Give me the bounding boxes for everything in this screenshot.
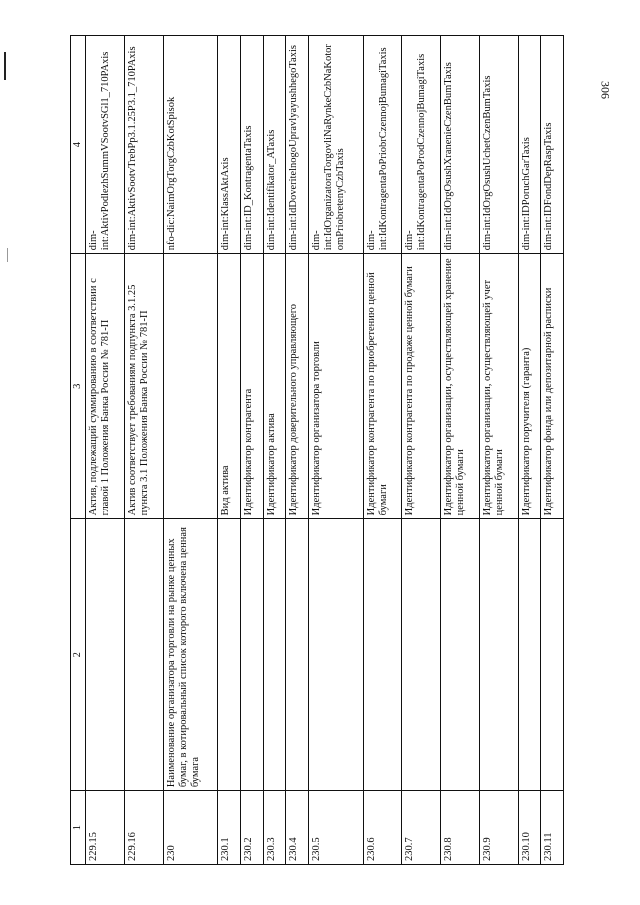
dimension-code-cell: dim-int:IDFondDepRaspTaxis: [541, 36, 564, 254]
dimension-code-cell: dim-int:IdKontragentaPoPriobrCzennojBumagiTaxis: [363, 36, 402, 254]
table-row: [363, 36, 402, 865]
dimension-code-cell: dim-int:AktivSootvTrebPp3.1.25P3.1_710PAxis: [124, 36, 163, 254]
indicator-name-cell: [441, 519, 480, 791]
description-cell: Идентификатор контрагента: [240, 254, 263, 519]
indicator-name-cell: [263, 519, 286, 791]
description-cell: Идентификатор актива: [263, 254, 286, 519]
page-number-text: 306: [598, 81, 613, 99]
table-row: [402, 36, 441, 865]
table-row: [163, 36, 218, 865]
header-cell-3: 3: [71, 254, 86, 519]
table-row: [441, 36, 480, 865]
description-cell: Актив соответствует требованиям подпункта 3.1.25 пункта 3.1 Положения Банка России № 781-П: [124, 254, 163, 519]
header-row: [71, 36, 86, 865]
table-row: [263, 36, 286, 865]
indicator-name-cell: [402, 519, 441, 791]
row-number-cell: 230.1: [218, 791, 241, 865]
description-cell: Идентификатор доверительного управляющего: [286, 254, 309, 519]
table-row: [124, 36, 163, 865]
description-cell: Идентификатор фонда или депозитарной расписки: [541, 254, 564, 519]
indicator-name-cell: [541, 519, 564, 791]
dimension-code-cell: nfo-dic:NaimOrgTorgCzbKotSpisok: [163, 36, 218, 254]
dimension-code-cell: dim-int:IdOrganizatoraTorgovliNaRynkeCzbNaKotoromPriobretenyCzbTaxis: [308, 36, 363, 254]
dimension-code-cell: dim-int:IDPoruchGarTaxis: [518, 36, 541, 254]
table-row: [240, 36, 263, 865]
rotated-table-wrapper: [70, 35, 564, 865]
scan-mark-top: [4, 52, 6, 80]
indicator-name-cell: [240, 519, 263, 791]
codes-table: [70, 35, 564, 865]
table-row: [286, 36, 309, 865]
row-number-cell: 230.9: [479, 791, 518, 865]
table-row: [541, 36, 564, 865]
row-number-cell: 230.10: [518, 791, 541, 865]
row-number-cell: 230.11: [541, 791, 564, 865]
dimension-code-cell: dim-int:IdDoveritelnogoUpravlyayushhegoTaxis: [286, 36, 309, 254]
table-row: [218, 36, 241, 865]
table-row: [308, 36, 363, 865]
header-cell-4: 4: [71, 36, 86, 254]
table-row: [518, 36, 541, 865]
header-cell-1: 1: [71, 791, 86, 865]
dimension-code-cell: dim-int:IdKontragentaPoProdCzennojBumagiTaxis: [402, 36, 441, 254]
indicator-name-cell: [363, 519, 402, 791]
description-cell: Идентификатор контрагента по продаже ценной бумаги: [402, 254, 441, 519]
row-number-cell: 230.7: [402, 791, 441, 865]
indicator-name-cell: [218, 519, 241, 791]
header-cell-2: 2: [71, 519, 86, 791]
dimension-code-cell: dim-int:IdOrgOsushUchetCzenBumTaxis: [479, 36, 518, 254]
indicator-name-cell: [308, 519, 363, 791]
indicator-name-cell: Наименование организатора торговли на рынке ценных бумаг, в котировальный список которого включена ценная бумага: [163, 519, 218, 791]
scan-mark-middle: [7, 248, 8, 262]
table-body: [86, 36, 564, 865]
description-cell: Идентификатор организации, осуществляющей хранение ценной бумаги: [441, 254, 480, 519]
row-number-cell: 230.8: [441, 791, 480, 865]
description-cell: Идентификатор организатора торговли: [308, 254, 363, 519]
indicator-name-cell: [518, 519, 541, 791]
row-number-cell: 230.2: [240, 791, 263, 865]
description-cell: Вид актива: [218, 254, 241, 519]
indicator-name-cell: [479, 519, 518, 791]
row-number-cell: 230.6: [363, 791, 402, 865]
page-number: [590, 70, 620, 110]
dimension-code-cell: dim-int:Identifikator_ATaxis: [263, 36, 286, 254]
dimension-code-cell: dim-int:AktivPodlezhSummVSootvSGl1_710PAxis: [86, 36, 125, 254]
dimension-code-cell: dim-int:ID_KontragentaTaxis: [240, 36, 263, 254]
row-number-cell: 230.5: [308, 791, 363, 865]
description-cell: [163, 254, 218, 519]
row-number-cell: 229.16: [124, 791, 163, 865]
row-number-cell: 230.3: [263, 791, 286, 865]
dimension-code-cell: dim-int:KlassAktAxis: [218, 36, 241, 254]
description-cell: Идентификатор контрагента по приобретению ценной бумаги: [363, 254, 402, 519]
row-number-cell: 229.15: [86, 791, 125, 865]
description-cell: Идентификатор организации, осуществляющей учет ценной бумаги: [479, 254, 518, 519]
table-row: [86, 36, 125, 865]
row-number-cell: 230: [163, 791, 218, 865]
indicator-name-cell: [86, 519, 125, 791]
dimension-code-cell: dim-int:IdOrgOsushXranenieCzenBumTaxis: [441, 36, 480, 254]
indicator-name-cell: [286, 519, 309, 791]
description-cell: Актив, подлежащий суммированию в соответствии с главой 1 Положения Банка России № 781-П: [86, 254, 125, 519]
indicator-name-cell: [124, 519, 163, 791]
row-number-cell: 230.4: [286, 791, 309, 865]
description-cell: Идентификатор поручителя (гаранта): [518, 254, 541, 519]
table-row: [479, 36, 518, 865]
